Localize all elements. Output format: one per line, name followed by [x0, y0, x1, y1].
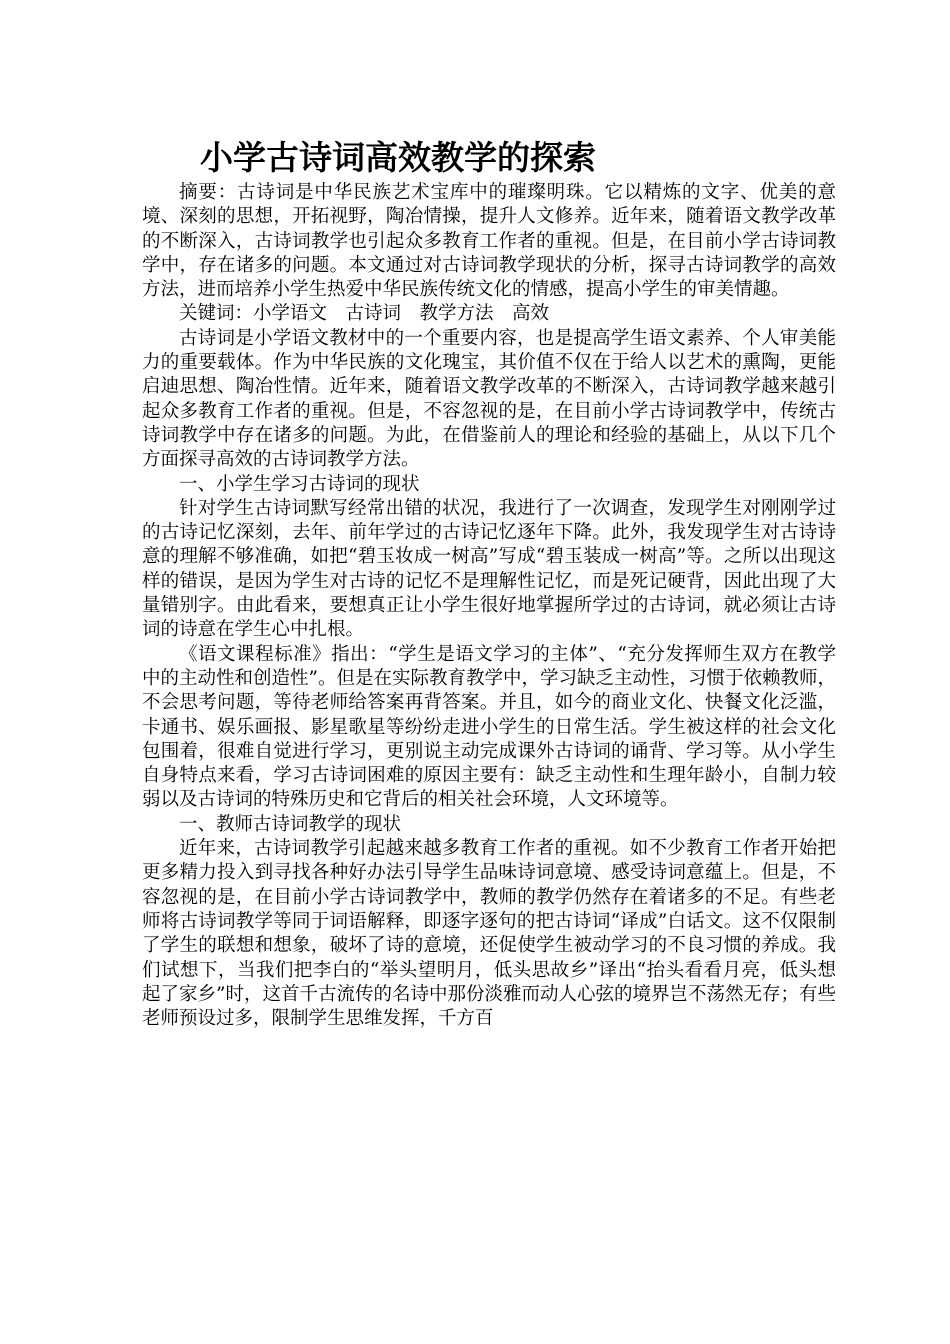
body-paragraph: 近年来，古诗词教学引起越来越多教育工作者的重视。如不少教育工作者开始把更多精力投入到寻找各种好办法引导学生品味诗词意境、感受诗词意蕴上。但是，不容忽视的是，在目前小学古诗词教学中，教师的教学仍然存在着诸多的不足。有些老师将古诗词教学等同于词语解释，即逐字逐句的把古诗词“译成”白话文。这不仅限制了学生的联想和想象，破坏了诗的意境，还促使学生被动学习的不良习惯的养成。我们试想下，当我们把李白的“举头望明月，低头思故乡”译出“抬头看看月亮，低头想起了家乡”时，这首千古流传的名诗中那份淡雅而动人心弦的境界岂不荡然无存；有些老师预设过多，限制学生思维发挥，千方百	[142, 838, 836, 1030]
abstract-paragraph: 摘要：古诗词是中华民族艺术宝库中的璀璨明珠。它以精炼的文字、优美的意境、深刻的思想，开拓视野，陶冶情操，提升人文修养。近年来，随着语文教学改革的不断深入，古诗词教学也引起众多教育工作者的重视。但是，在目前小学古诗词教学中，存在诸多的问题。本文通过对古诗词教学现状的分析，探寻古诗词教学的高效方法，进而培养小学生热爱中华民族传统文化的情感，提高小学生的审美情趣。	[142, 182, 836, 301]
section-heading-teachers: 一、教师古诗词教学的现状	[179, 813, 402, 835]
document-page	[142, 135, 836, 1031]
document-title: 小学古诗词高效教学的探索	[200, 138, 596, 177]
keywords-line: 关键词：小学语文 古诗词 教学方法 高效	[179, 303, 550, 325]
body-paragraph: 《语文课程标准》指出：“学生是语文学习的主体”、“充分发挥师生双方在教学中的主动性和创造性”。但是在实际教育教学中，学习缺乏主动性，习惯于依赖教师，不会思考问题，等待老师给答案再背答案。并且，如今的商业文化、快餐文化泛滥，卡通书、娱乐画报、影星歌星等纷纷走进小学生的日常生活。学生被这样的社会文化包围着，很难自觉进行学习，更别说主动完成课外古诗词的诵背、学习等。从小学生自身特点来看，学习古诗词困难的原因主要有：缺乏主动性和生理年龄小，自制力较弱以及古诗词的特殊历史和它背后的相关社会环境，人文环境等。	[142, 643, 836, 811]
section-heading-students: 一、小学生学习古诗词的现状	[179, 473, 420, 495]
intro-paragraph: 古诗词是小学语文教材中的一个重要内容，也是提高学生语文素养、个人审美能力的重要载体。作为中华民族的文化瑰宝，其价值不仅在于给人以艺术的熏陶，更能启迪思想、陶冶性情。近年来，随着语文教学改革的不断深入，古诗词教学越来越引起众多教育工作者的重视。但是，不容忽视的是，在目前小学古诗词教学中，传统古诗词教学中存在诸多的问题。为此，在借鉴前人的理论和经验的基础上，从以下几个方面探寻高效的古诗词教学方法。	[142, 327, 836, 471]
body-paragraph: 针对学生古诗词默写经常出错的状况，我进行了一次调查，发现学生对刚刚学过的古诗记忆深刻，去年、前年学过的古诗记忆逐年下降。此外，我发现学生对古诗诗意的理解不够准确，如把“碧玉妆成一树高”写成“碧玉装成一树高”等。之所以出现这样的错误，是因为学生对古诗的记忆不是理解性记忆，而是死记硬背，因此出现了大量错别字。由此看来，要想真正让小学生很好地掌握所学过的古诗词，就必须让古诗词的诗意在学生心中扎根。	[142, 497, 836, 641]
